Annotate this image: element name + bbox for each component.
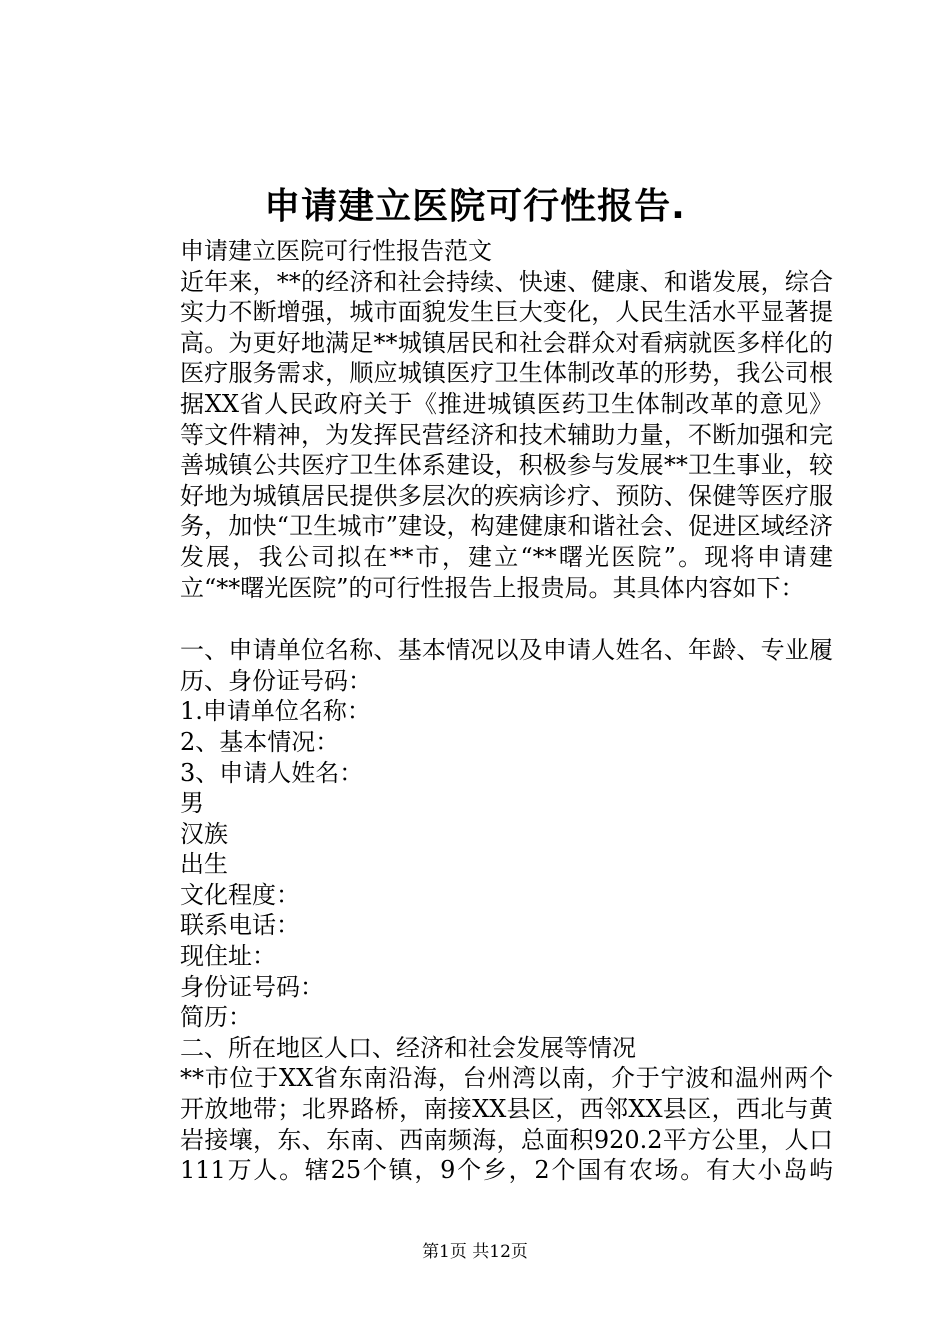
field-address: 现住址： [180,942,276,971]
section2-heading: 二、所在地区人口、经济和社会发展等情况 [180,1033,636,1062]
field-ethnicity: 汉族 [180,819,228,848]
field-id-number: 身份证号码： [180,972,324,1001]
paragraph-gap [128,603,833,635]
document-body [128,236,833,1186]
field-basic-info: 2、基本情况： [180,727,340,756]
field-birth: 出生 [180,850,228,879]
field-phone: 联系电话： [180,911,300,940]
field-gender: 男 [180,789,204,818]
field-education: 文化程度： [180,880,300,909]
document-title: 申请建立医院可行性报告. [264,186,686,227]
document-subtitle: 申请建立医院可行性报告范文 [180,237,492,265]
section2-paragraph: **市位于XX省东南沿海，台州湾以南，介于宁波和温州两个开放地带；北界路桥，南接XX县区，西邻XX县区，西北与黄岩接壤，东、东南、西南频海，总面积920.2平方公里，人口111万人。辖25个镇，9个乡，2个国有农场。有大小岛屿 [180,1064,833,1185]
page-footer: 第1页 共12页 [422,1242,528,1262]
field-applicant-name: 3、申请人姓名： [180,758,364,787]
field-resume: 简历： [180,1003,252,1032]
intro-paragraph: 近年来，**的经济和社会持续、快速、健康、和谐发展，综合实力不断增强，城市面貌发生巨大变化，人民生活水平显著提高。为更好地满足**城镇居民和社会群众对看病就医多样化的医疗服务需求，顺应城镇医疗卫生体制改革的形势，我公司根据XX省人民政府关于《推进城镇医药卫生体制改革的意见》等文件精神，为发挥民营经济和技术辅助力量，不断加强和完善城镇公共医疗卫生体系建设，积极参与发展**卫生事业，较好地为城镇居民提供多层次的疾病诊疗、预防、保健等医疗服务，加快“卫生城市”建设，构建健康和谐社会、促进区域经济发展，我公司拟在**市，建立“**曙光医院”。现将申请建立“**曙光医院”的可行性报告上报贵局。其具体内容如下： [180,267,833,602]
section1-heading: 一、申请单位名称、基本情况以及申请人姓名、年龄、专业履历、身份证号码： [180,636,833,695]
field-unit-name: 1.申请单位名称： [180,697,371,726]
